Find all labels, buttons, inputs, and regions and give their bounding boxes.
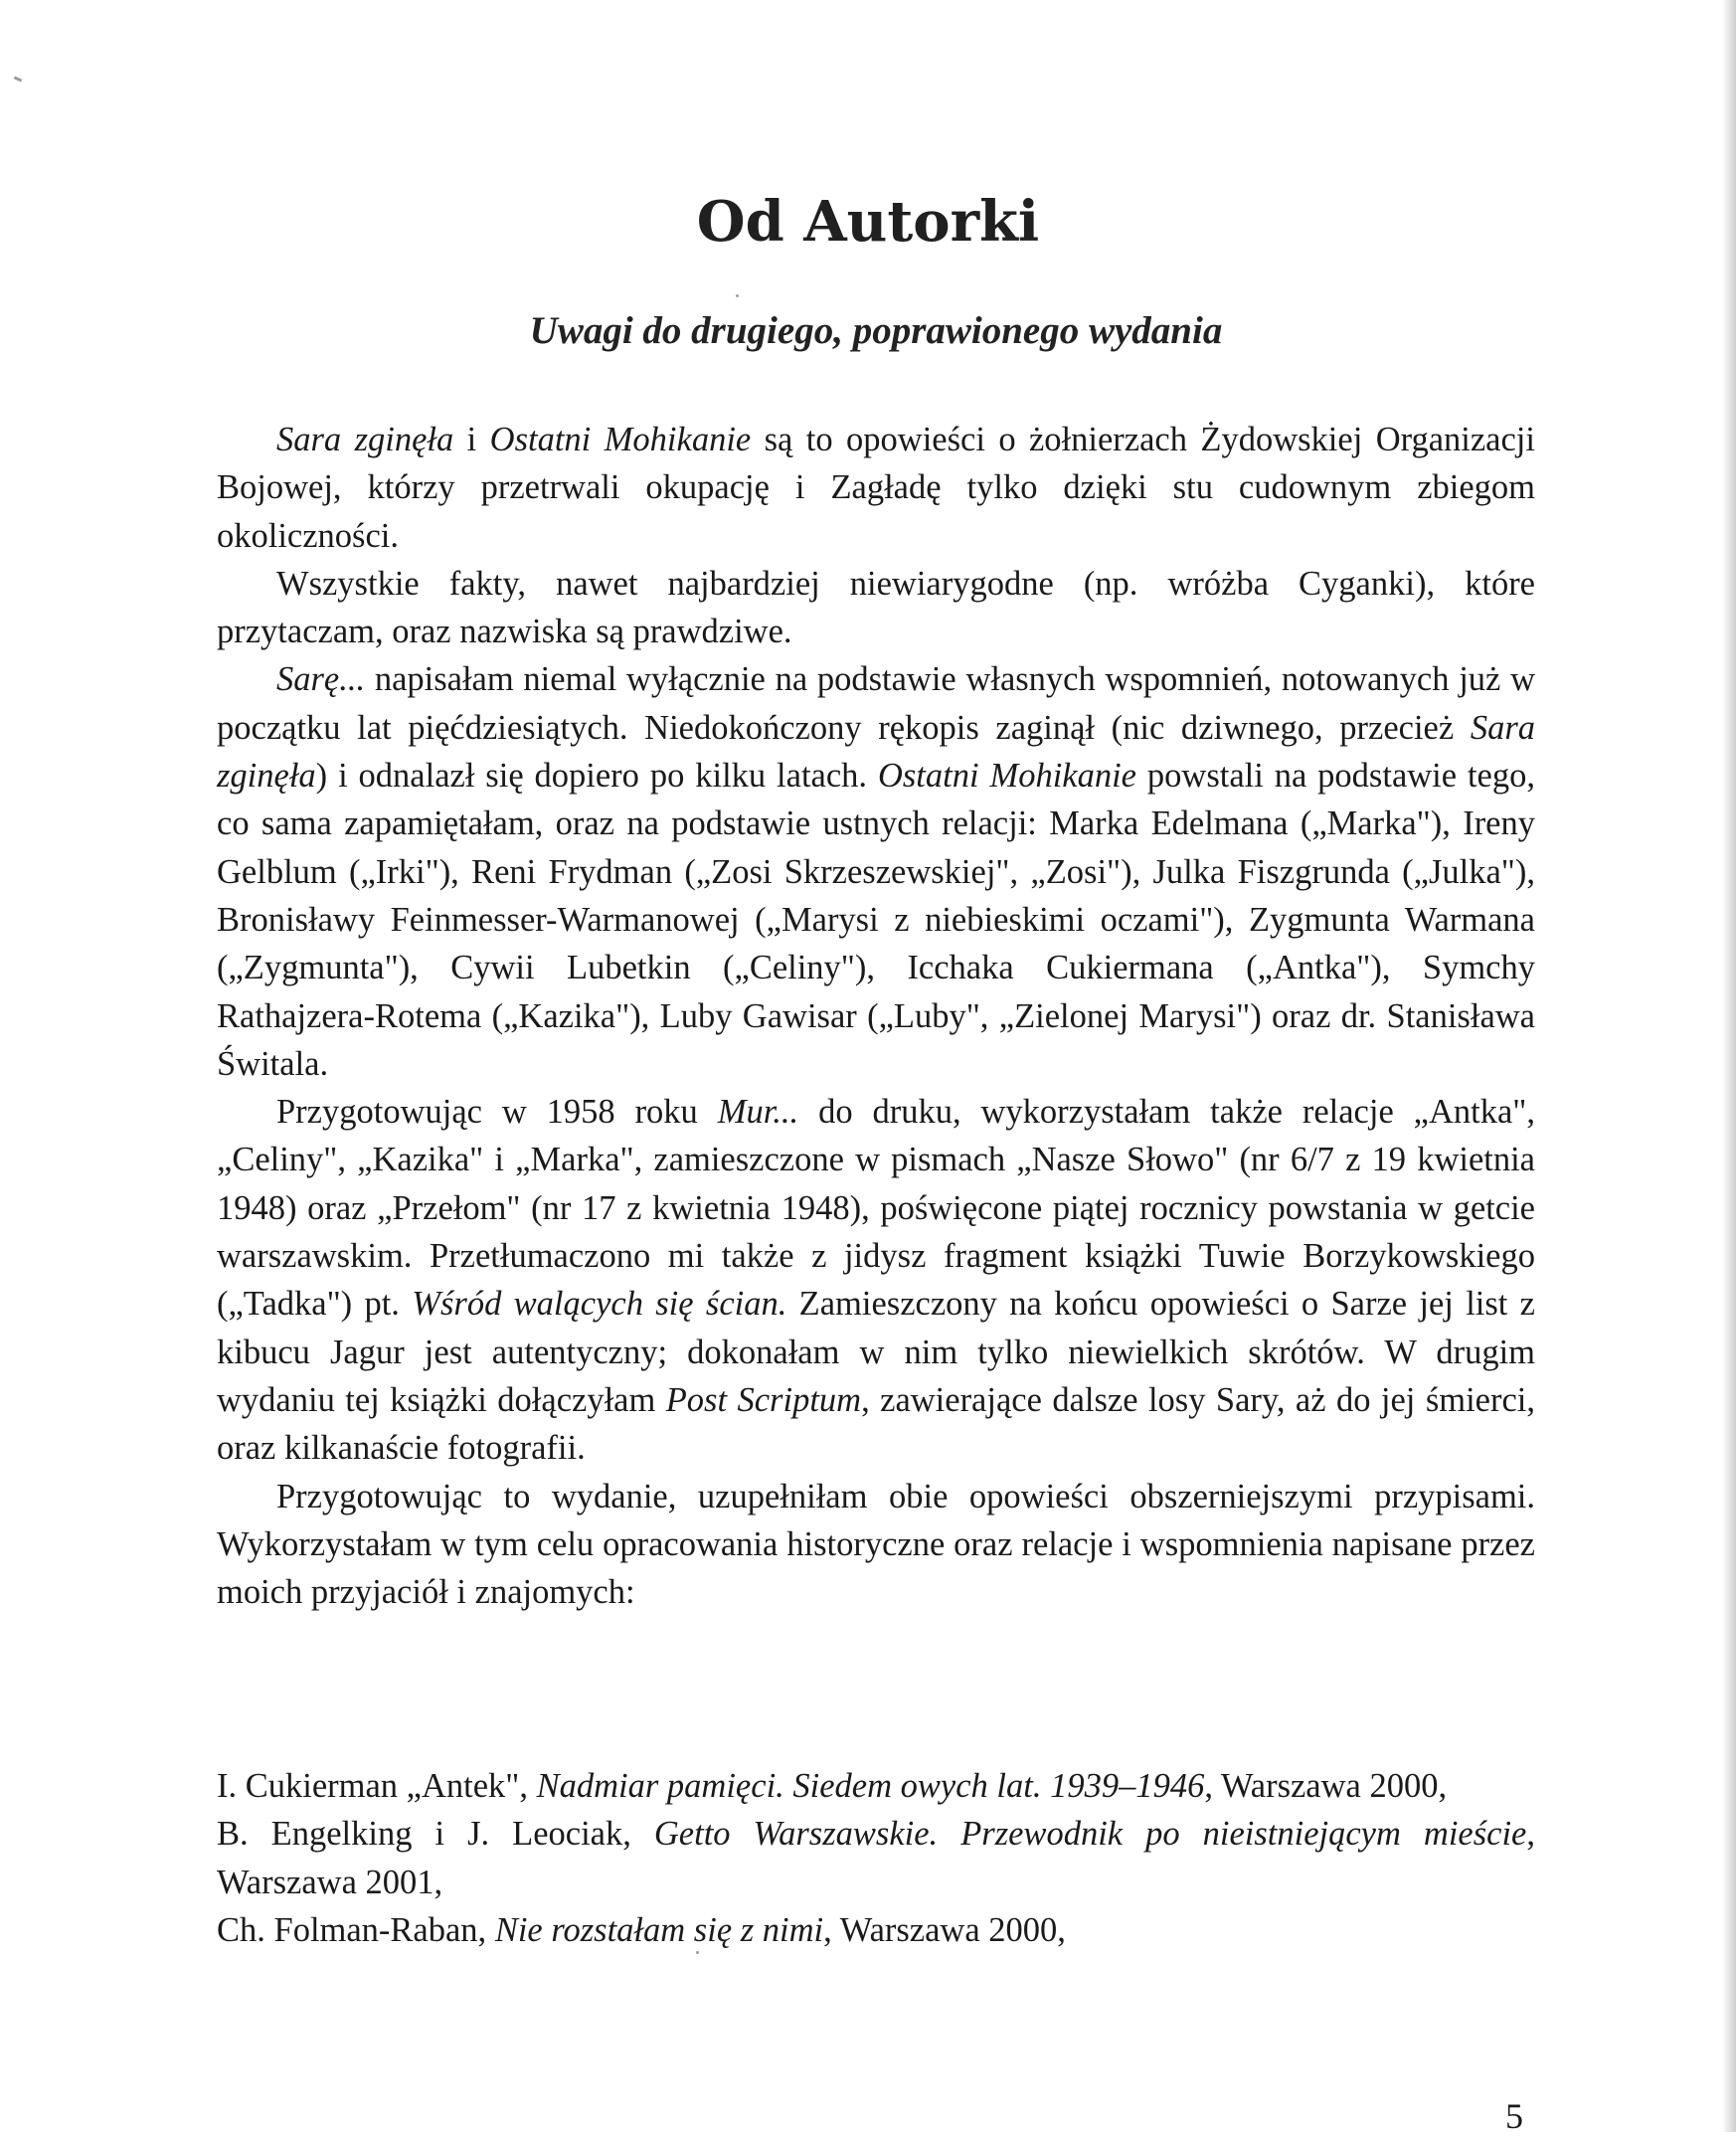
reference-author: I. Cukierman „Antek", — [217, 1767, 537, 1805]
section-subtitle: Uwagi do drugiego, poprawionego wydania — [529, 309, 1223, 352]
paragraph-2 — [217, 560, 1535, 656]
book-title-post-scriptum: Post Scriptum — [665, 1380, 862, 1419]
text-run: Zamieszczony na końcu opowieści o Sarze jej list z kibucu Jagur jest autentyczny; dokonałam w nim tylko niewielkich skrótów. W drugim wydaniu tej książki dołączyłam — [217, 1285, 1535, 1419]
scan-speck — [736, 294, 739, 297]
reference-title: Nadmiar pamięci. Siedem owych lat. 1939–1946 — [536, 1767, 1205, 1805]
page-edge-shadow — [1722, 0, 1736, 2132]
reference-item — [217, 1810, 1535, 1906]
reference-details: , Warszawa 2001, — [217, 1815, 1535, 1901]
scan-mark — [14, 76, 23, 82]
book-title-sare: Sarę... — [276, 660, 366, 699]
body-text — [217, 416, 1535, 1616]
text-run: są to opowieści o żołnierzach Żydowskiej Organizacji Bojowej, którzy przetrwali okupację i Zagładę tylko dzięki stu cudownym zbiegom okoliczności. — [217, 421, 1535, 555]
text-run: napisałam niemal wyłącznie na podstawie własnych wspomnień, notowanych już w początku lat pięćdziesiątych. Niedokończony rękopis zaginął (nic dziwnego, przecież — [217, 660, 1535, 747]
reference-details: , Warszawa 2000, — [823, 1910, 1066, 1949]
book-title-mur: Mur... — [717, 1093, 799, 1132]
text-run: do druku, wykorzystałam także relacje „Antka", „Celiny", „Kazika" i „Marka", zamieszczone w pismach „Nasze Słowo" (nr 6/7 z 19 kwietnia 1948) oraz „Przełom" (nr 17 z kwietnia 1948), poświęcone piątej rocznicy powstania w getcie warszawskim. Przetłumaczono mi także z jidysz fragment książki Tuwie Borzykowskiego („Tadka") pt. — [217, 1093, 1536, 1324]
paragraph-3 — [217, 655, 1535, 1088]
paragraph-5 — [217, 1473, 1535, 1617]
reference-item — [217, 1906, 1535, 1954]
book-title-mohikanie: Ostatni Mohikanie — [877, 757, 1136, 796]
text-run: Wszystkie fakty, nawet najbardziej niewiarygodne (np. wróżba Cyganki), które przytaczam, oraz nazwiska są prawdziwe. — [217, 564, 1535, 651]
book-title-sara: Sara zginęła — [217, 708, 1535, 796]
text-run: , zawierające dalsze losy Sary, aż do jej śmierci, oraz kilkanaście fotografii. — [217, 1380, 1535, 1468]
text-run: ) i odnalazł się dopiero po kilku latach. — [315, 757, 878, 796]
paragraph-4 — [217, 1088, 1535, 1472]
reference-details: , Warszawa 2000, — [1204, 1767, 1448, 1805]
reference-list — [217, 1762, 1535, 1954]
book-title-wsrod: Wśród walących się ścian. — [412, 1285, 787, 1324]
text-run: i — [453, 421, 490, 458]
book-title-sara: Sara zginęła — [276, 421, 454, 458]
reference-item — [217, 1762, 1535, 1810]
text-run: Przygotowując to wydanie, uzupełniłam obie opowieści obszerniejszymi przypisami. Wykorzystałam w tym celu opracowania historyczne oraz relacje i wspomnienia napisane przez moich przyjaciół i znajomych: — [217, 1477, 1535, 1612]
book-title-mohikanie: Ostatni Mohikanie — [489, 421, 752, 458]
page-number: 5 — [1505, 2096, 1523, 2136]
text-run: Przygotowując w 1958 roku — [276, 1093, 718, 1132]
text-run: powstali na podstawie tego, co sama zapamiętałam, oraz na podstawie ustnych relacji: Marka Edelmana („Marka"), Ireny Gelblum („Irki"), Reni Frydman („Zosi Skrzeszewskiej", „Zosi"), Julka Fiszgrunda („Julka"), Bronisławy Feinmesser-Warmanowej („Marysi z niebieskimi oczami"), Zygmunta Warmana („Zygmunta"), Cywii Lubetkin („Celiny"), Icchaka Cukiermana („Antka"), Symchy Rathajzera-Rotema („Kazika"), Luby Gawisar („Luby", „Zielonej Marysi") oraz dr. Stanisława Świtala. — [217, 757, 1535, 1083]
reference-title: Getto Warszawskie. Przewodnik po nieistniejącym mieście — [653, 1815, 1527, 1854]
reference-title: Nie rozstałam się z nimi — [494, 1910, 824, 1949]
page-title: Od Autorki — [696, 189, 1040, 255]
paragraph-1 — [217, 416, 1535, 560]
reference-author: Ch. Folman-Raban, — [217, 1910, 495, 1949]
reference-author: B. Engelking i J. Leociak, — [217, 1815, 654, 1854]
